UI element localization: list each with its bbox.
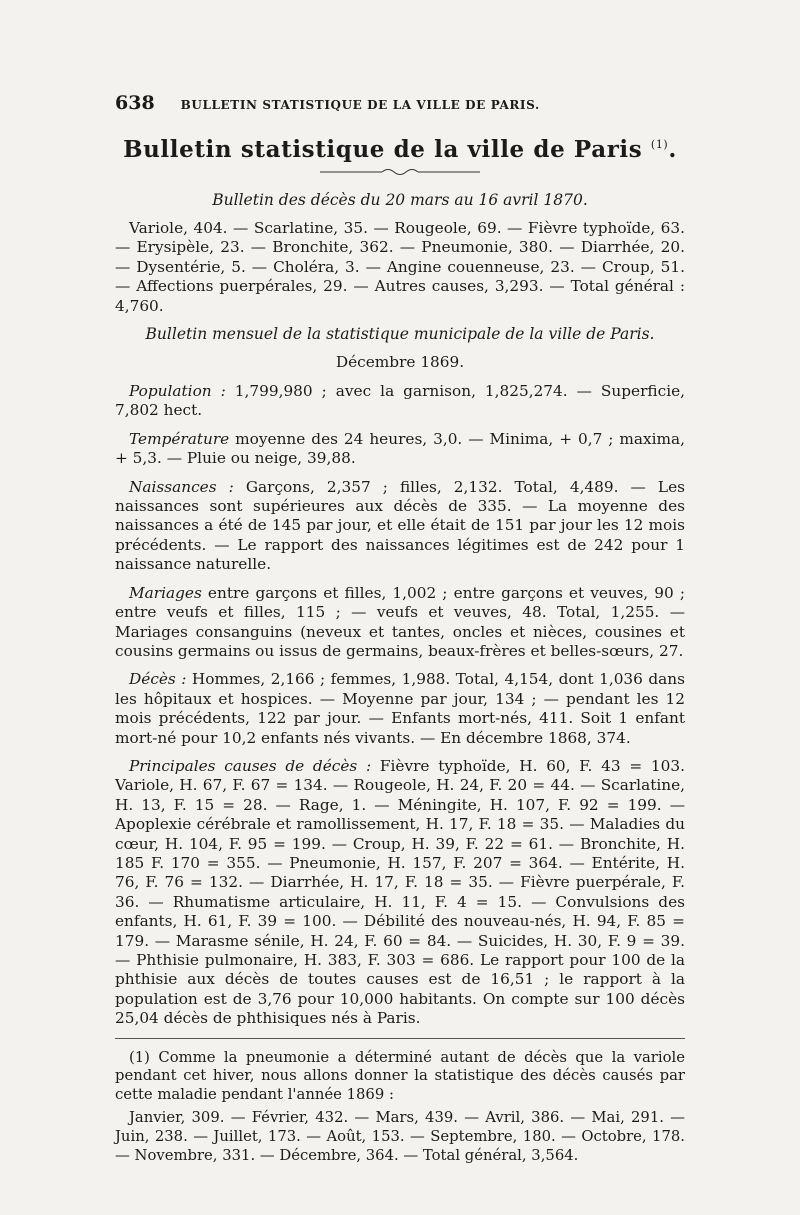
paragraph-deces	[115, 670, 685, 748]
weekly-text: Variole, 404. — Scarlatine, 35. — Rougeole, 69. — Fièvre typhoïde, 63. — Erysipèle, 23. — Bronchite, 362. — Pneumonie, 380. — Diarrhée, 20. — Dysentérie, 5. — Choléra, 3. — Angine couenneuse, 23. — Croup, 51. — Affections puerpérales, 29. — Autres causes, 3,293. — Total général : 4,760.	[115, 219, 685, 315]
paragraph-text: Fièvre typhoïde, H. 60, F. 43 = 103. Variole, H. 67, F. 67 = 134. — Rougeole, H. 24, F. 20 = 44. — Scarlatine, H. 13, F. 15 = 28. — Rage, 1. — Méningite, H. 107, F. 92 = 199. — Apoplexie cérébrale et ramollissement, H. 17, F. 18 = 35. — Maladies du cœur, H. 104, F. 95 = 199. — Croup, H. 39, F. 22 = 61. — Bronchite, H. 185 F. 170 = 355. — Pneumonie, H. 157, F. 207 = 364. — Entérite, H. 76, F. 76 = 132. — Diarrhée, H. 17, F. 18 = 35. — Fièvre puerpérale, F. 36. — Rhumatisme articulaire, H. 11, F. 4 = 15. — Convulsions des enfants, H. 61, F. 39 = 100. — Débilité des nouveau-nés, H. 94, F. 85 = 179. — Marasme sénile, H. 24, F. 60 = 84. — Suicides, H. 30, F. 9 = 39. — Phthisie pulmonaire, H. 383, F. 303 = 686. Le rapport pour 100 de la phthisie aux décès de toutes causes est de 16,51 ; le rapport à la population est de 3,76 pour 10,000 habitants. On compte sur 100 décès 25,04 décès de phthisiques nés à Paris.	[115, 756, 685, 1028]
running-head	[115, 92, 685, 114]
paragraph-label: Température	[129, 429, 230, 448]
weekly-heading: Bulletin des décès du 20 mars au 16 avril 1870.	[212, 191, 588, 209]
paragraph-label: Mariages	[129, 583, 202, 602]
paragraph-text: moyenne des 24 heures, 3,0. — Minima, + 0,7 ; maxima, + 5,3. — Pluie ou neige, 39,88.	[115, 429, 685, 468]
paragraph-naissances	[115, 478, 685, 575]
paragraph-text: Hommes, 2,166 ; femmes, 1,988. Total, 4,154, dont 1,036 dans les hôpitaux et hospices. — Moyenne par jour, 134 ; — pendant les 12 mois précédents, 122 par jour. — Enfants mort-nés, 411. Soit 1 enfant mort-né pour 10,2 enfants nés vivants. — En décembre 1868, 374.	[115, 670, 685, 747]
footnote-mark: (1)	[650, 138, 669, 151]
main-title	[115, 136, 685, 163]
paragraph-label: Principales causes de décès :	[129, 756, 372, 775]
paragraph-temperature	[115, 430, 685, 469]
document-page	[115, 92, 685, 1165]
paragraph-label: Population :	[129, 382, 226, 401]
paragraph-label: Décès :	[129, 670, 187, 689]
ornament-divider-icon	[320, 167, 480, 177]
page-number: 638	[115, 92, 155, 114]
main-title-text: Bulletin statistique de la ville de Paris	[123, 136, 643, 163]
paragraph-causes	[115, 757, 685, 1029]
footnote-text: (1) Comme la pneumonie a déterminé autant de décès que la variole pendant cet hiver, nous allons donner la statistique des décès causés par cette maladie pendant l'année 1869 :	[115, 1048, 685, 1104]
footnote-months: Janvier, 309. — Février, 432. — Mars, 439. — Avril, 386. — Mai, 291. — Juin, 238. — Juillet, 173. — Août, 153. — Septembre, 180. — Octobre, 178. — Novembre, 331. — Décembre, 364. — Total général, 3,564.	[115, 1109, 685, 1164]
paragraph-text: 1,799,980 ; avec la garnison, 1,825,274. — Superficie, 7,802 hect.	[115, 382, 685, 420]
paragraph-text: Garçons, 2,357 ; filles, 2,132. Total, 4,489. — Les naissances sont supérieures aux décès de 335. — La moyenne des naissances a été de 145 par jour, et elle était de 151 par jour les 12 mois précédents. — Le rapport des naissances légitimes est de 242 pour 1 naissance naturelle.	[115, 477, 685, 574]
main-title-end: .	[668, 136, 677, 163]
paragraph-population	[115, 382, 685, 421]
paragraph-text: entre garçons et filles, 1,002 ; entre garçons et veuves, 90 ; entre veufs et filles, 115 ; — veufs et veuves, 48. Total, 1,255. — Mariages consanguins (neveux et tantes, oncles et nièces, cousines et cousins germains ou issus de germains, beaux-frères et belles-sœurs, 27.	[115, 583, 685, 660]
monthly-month: Décembre 1869.	[335, 353, 465, 372]
monthly-heading: Bulletin mensuel de la statistique municipale de la ville de Paris.	[145, 325, 655, 344]
running-title: BULLETIN STATISTIQUE DE LA VILLE DE PARIS.	[180, 98, 540, 112]
paragraph-label: Naissances :	[129, 477, 234, 496]
paragraph-mariages	[115, 584, 685, 662]
footnote-divider	[115, 1038, 685, 1039]
